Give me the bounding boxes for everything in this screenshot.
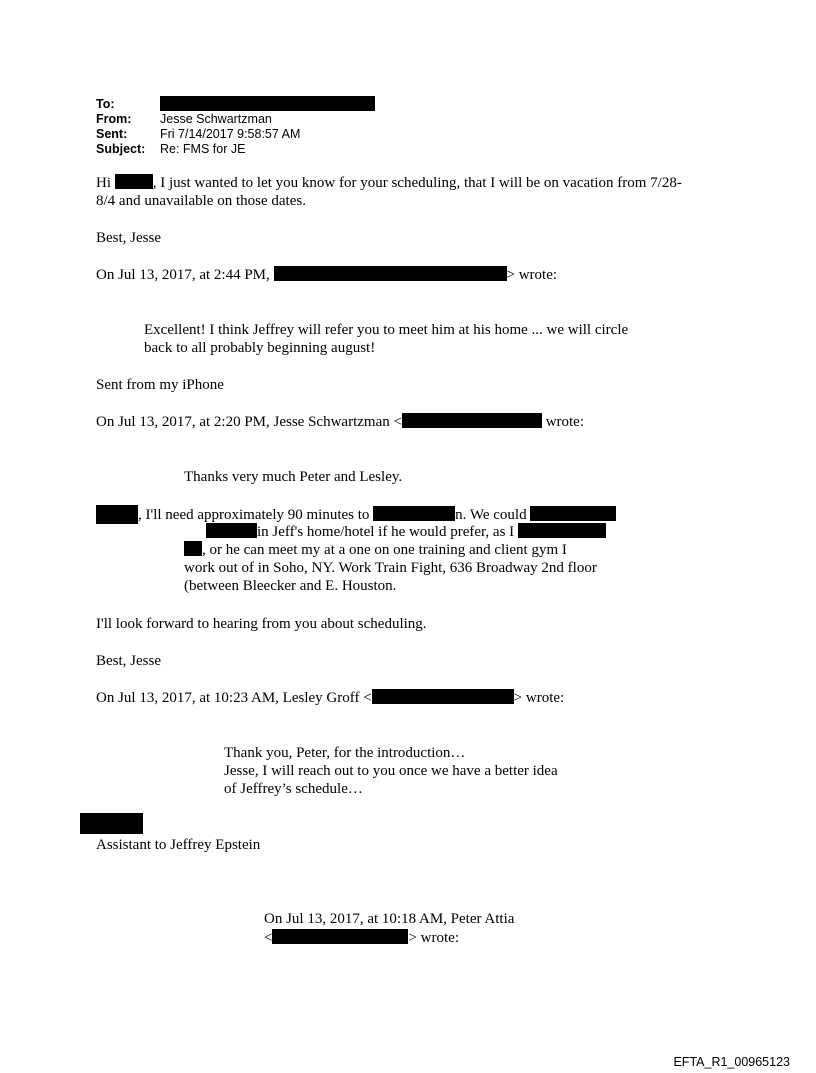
body-paragraph-1 [96,174,682,192]
redaction-email [402,413,542,428]
quote-header-1 [96,266,557,284]
redaction-name [96,505,138,524]
quote-header-suffix: > wrote: [513,690,565,706]
quote-1-line-2: back to all probably beginning august! [144,340,376,356]
quote-header-text: On Jul 13, 2017, at 2:44 PM, [96,267,270,283]
redaction-text [530,506,616,521]
paragraph-text: n. We could [455,507,527,523]
quote-header-2 [96,413,584,431]
signature-2: Best, Jesse [96,653,161,669]
paragraph-text: in Jeff's home/hotel if he would prefer, as I [257,524,515,540]
from-value: Jesse Schwartzman [160,112,272,126]
redaction-text [184,541,202,556]
quote-header-text: < [264,930,273,946]
redaction-email [372,689,514,704]
quote-2-thanks: Thanks very much Peter and Lesley. [184,469,403,485]
quote-header-suffix: wrote: [545,414,585,430]
quote-3-line-2: Jesse, I will reach out to you once we have a better idea [224,763,558,779]
paragraph-text: , I'll need approximately 90 minutes to [138,507,370,523]
sent-from-line: Sent from my iPhone [96,377,224,393]
quote-2-line-c [184,541,567,559]
header-from-row [96,112,272,127]
quote-2-line-b [206,523,606,541]
quote-2-line-e: (between Bleecker and E. Houston. [184,578,397,594]
quote-header-suffix: > wrote: [408,930,459,946]
from-label: From: [96,112,132,126]
quote-2-line-a [96,505,616,524]
paragraph-text: , I just wanted to let you know for your scheduling, that I will be on vacation from 7/28- [152,175,682,191]
redaction-email [272,929,408,944]
sent-label: Sent: [96,127,128,141]
signature-1: Best, Jesse [96,230,161,246]
quote-header-text: On Jul 13, 2017, at 10:23 AM, Lesley Groff < [96,690,372,706]
quote-header-3 [96,689,564,707]
sent-value: Fri 7/14/2017 9:58:57 AM [160,127,301,141]
header-sent-row [96,127,300,142]
quote-header-4: On Jul 13, 2017, at 10:18 AM, Peter Attia [264,911,515,927]
paragraph-text: , or he can meet my at a one on one training and client gym I [202,542,567,558]
body-paragraph-1-line-2: 8/4 and unavailable on those dates. [96,193,306,209]
redaction-to [160,96,375,111]
quote-header-suffix: > wrote: [506,267,558,283]
subject-label: Subject: [96,142,146,156]
header-to-row [96,96,375,112]
greeting-text: Hi [96,175,111,191]
redaction-email [274,266,507,281]
redaction-text [518,523,606,538]
quote-3-line-1: Thank you, Peter, for the introduction… [224,745,466,761]
redaction-signature-name [80,813,143,834]
quote-header-text: On Jul 13, 2017, at 2:20 PM, Jesse Schwartzman < [96,414,402,430]
quote-header-4-line-2 [264,929,459,947]
redaction-text [373,506,455,521]
header-subject-row [96,142,245,157]
redaction-text [206,523,257,538]
subject-value: Re: FMS for JE [160,142,246,156]
quote-2-line-d: work out of in Soho, NY. Work Train Fight, 636 Broadway 2nd floor [184,560,597,576]
quote-3-line-3: of Jeffrey’s schedule… [224,781,363,797]
document-id: EFTA_R1_00965123 [673,1055,790,1069]
assistant-title: Assistant to Jeffrey Epstein [96,837,261,853]
redaction-name [115,174,153,189]
look-forward-line: I'll look forward to hearing from you about scheduling. [96,616,427,632]
to-label: To: [96,97,115,111]
quote-1-line-1: Excellent! I think Jeffrey will refer you to meet him at his home ... we will circle [144,322,629,338]
